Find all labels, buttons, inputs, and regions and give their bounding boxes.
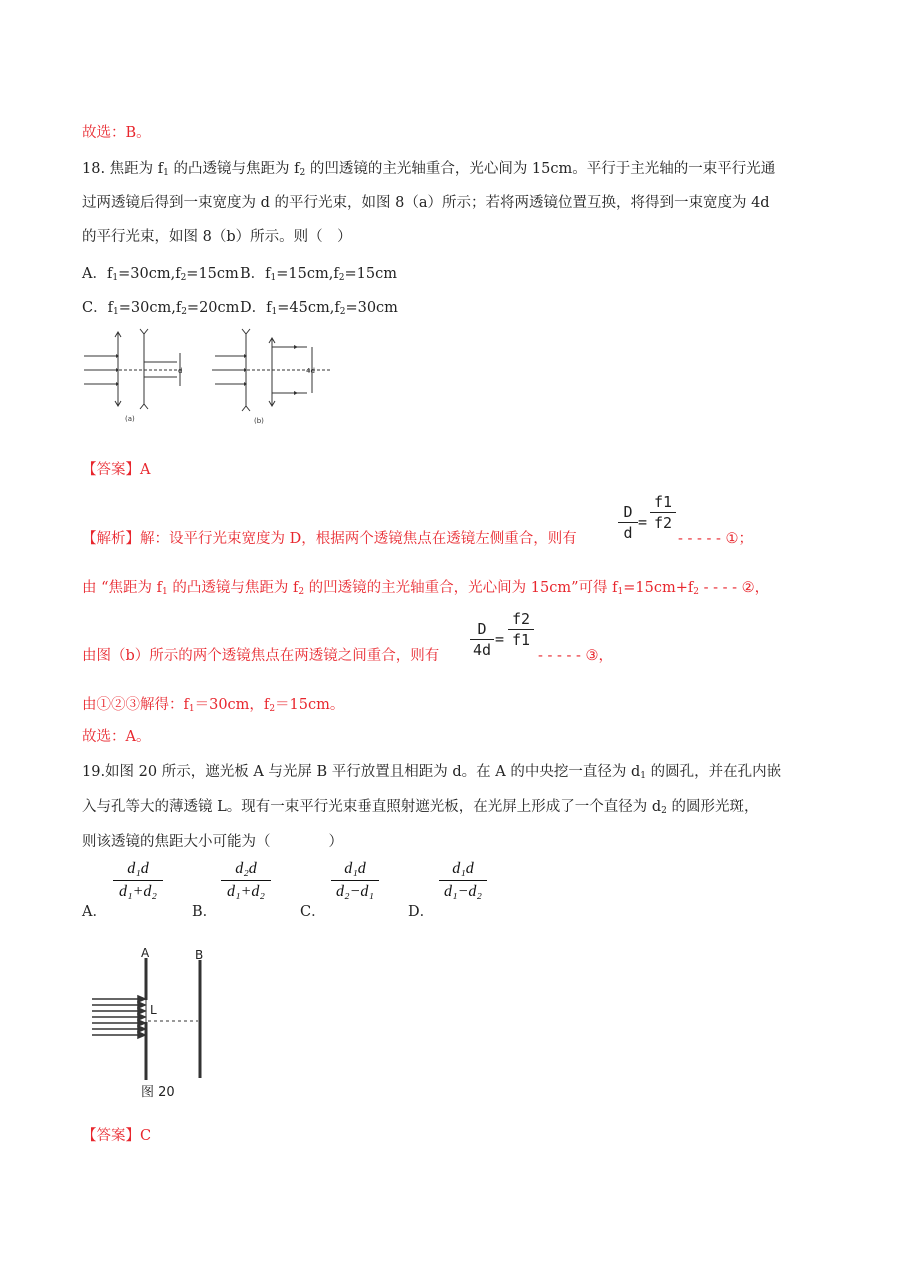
q18-option-b: B．$f_1=15cm,f_2=15cm$ [240,266,397,283]
q18-analysis-line2: 由 “焦距为 $f_1$ 的凸透镜与焦距为 $f_2$ 的凹透镜的主光轴重合，光心间为 15cm”可得 $f_1=15cm+f_2$ - - - - ②， [82,580,770,597]
q18-solution: 由①②③解得：$f_1=30cm$，$f_2=15cm$。 [82,697,345,714]
q19-stem-line3: 则该透镜的焦距大小可能为（ ） [82,834,343,850]
q18-analysis-line1: 【解析】解：设平行光束宽度为 D，根据两个透镜焦点在透镜左侧重合，则有 [82,531,577,547]
q18-option-a: A．$f_1=30cm,f_2=15cm$ [82,266,239,283]
eq1-equals: = [638,513,648,531]
fig20-label-a: A [141,946,150,960]
eq1-right-fraction: f1 f2 [650,492,676,533]
q18-conclusion: 故选：A。 [82,729,151,745]
q19-option-a-label: A． [82,904,107,920]
q19-stem-line1: 19.如图 20 所示，遮光板 A 与光屏 B 平行放置且相距为 d。在 A 的中央挖一直径为 $d_1$ 的圆孔，并在孔内嵌 [82,764,782,781]
fig-a-d-label: d [178,367,183,375]
q17-conclusion: 故选：B。 [82,125,151,141]
q19-answer: 【答案】C [82,1128,152,1144]
q18-lens-figure [82,325,342,430]
q18-option-d: D．$f_1=45cm,f_2=30cm$ [240,300,398,317]
q19-option-a-fraction: d₁d d₁+d₂ [112,858,164,903]
eq1-tail: - - - - - ①； [678,531,754,547]
fig20-label-b: B [195,948,204,962]
fig20-caption: 图 20 [141,1085,175,1100]
q19-option-d-fraction: d₁d d₁−d₂ [438,858,488,903]
eq3-left-fraction: D 4d [470,619,494,660]
q19-stem-line2: 入与孔等大的薄透镜 L。现有一束平行光束垂直照射遮光板，在光屏上形成了一个直径为 $d_2$ 的圆形光斑， [82,799,759,816]
q19-option-c-label: C． [300,904,326,920]
eq3-tail: - - - - - ③， [538,648,614,664]
fig-a-label: (a) [125,415,135,423]
q19-option-c-fraction: d₁d d₂−d₁ [330,858,380,903]
fig20-label-l: L [150,1003,157,1017]
q18-analysis-line3: 由图（b）所示的两个透镜焦点在两透镜之间重合，则有 [82,648,440,664]
fig-b-label: (b) [254,417,264,425]
q18-stem-line3: 的平行光束，如图 8（b）所示。则（ ） [82,229,352,245]
q18-stem-line2: 过两透镜后得到一束宽度为 d 的平行光束，如图 8（a）所示；若将两透镜位置互换，将得到一束宽度为 4d [82,195,770,211]
fig-b-4d-label: 4d [306,367,315,375]
q18-answer: 【答案】A [82,462,151,478]
q19-figure-20 [88,944,218,1104]
eq3-equals: = [495,630,505,648]
q18-option-c: C．$f_1=30cm,f_2=20cm$ [82,300,240,317]
eq1-left-fraction: D d [618,502,638,543]
q18-stem-line1: 18. 焦距为 $f_1$ 的凸透镜与焦距为 $f_2$ 的凹透镜的主光轴重合，光心间为 15cm。平行于主光轴的一束平行光通 [82,161,776,178]
q19-option-d-label: D． [408,904,435,920]
q19-option-b-label: B． [192,904,218,920]
q19-option-b-fraction: d₂d d₁+d₂ [220,858,272,903]
eq3-right-fraction: f2 f1 [508,609,534,650]
